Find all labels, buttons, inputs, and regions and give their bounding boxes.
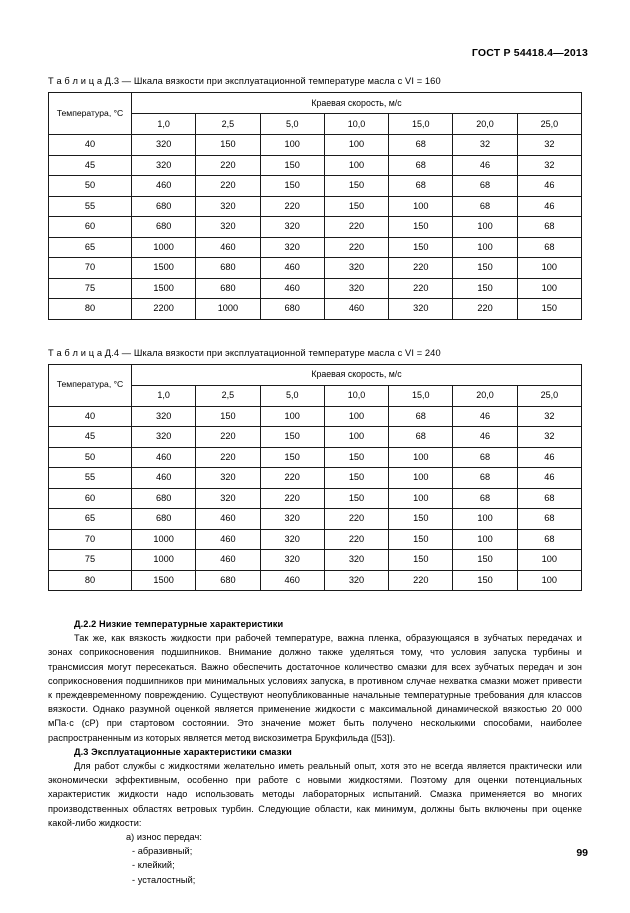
cell-temperature: 40 — [49, 406, 132, 427]
list-item: - абразивный; — [132, 846, 193, 857]
cell-viscosity-7: 32 — [517, 406, 581, 427]
column-header-speed-4: 10,0 — [324, 114, 388, 135]
cell-viscosity-7: 100 — [517, 550, 581, 571]
cell-viscosity-3: 320 — [260, 529, 324, 550]
column-header-speed-5: 15,0 — [389, 114, 453, 135]
cell-viscosity-6: 68 — [453, 488, 517, 509]
cell-viscosity-1: 1000 — [132, 529, 196, 550]
cell-temperature: 60 — [49, 488, 132, 509]
cell-viscosity-3: 220 — [260, 468, 324, 489]
cell-viscosity-7: 32 — [517, 135, 581, 156]
column-header-speed-4: 10,0 — [324, 385, 388, 406]
table-caption-d3: Т а б л и ц а Д.3 — Шкала вязкости при эксплуатационной температуре масла с VI = 160 — [48, 76, 441, 86]
column-header-speed-6: 20,0 — [453, 385, 517, 406]
cell-viscosity-2: 460 — [196, 509, 260, 530]
cell-viscosity-1: 320 — [132, 135, 196, 156]
table-row — [49, 447, 582, 468]
cell-viscosity-6: 46 — [453, 406, 517, 427]
cell-viscosity-2: 320 — [196, 468, 260, 489]
cell-temperature: 70 — [49, 529, 132, 550]
table-row — [49, 237, 582, 258]
table-header-row — [49, 364, 582, 385]
cell-viscosity-4: 220 — [324, 509, 388, 530]
cell-viscosity-6: 150 — [453, 278, 517, 299]
list-item: - клейкий; — [132, 860, 175, 871]
cell-viscosity-6: 32 — [453, 135, 517, 156]
cell-viscosity-4: 150 — [324, 468, 388, 489]
cell-viscosity-1: 1000 — [132, 550, 196, 571]
cell-temperature: 55 — [49, 468, 132, 489]
cell-viscosity-1: 680 — [132, 488, 196, 509]
cell-viscosity-6: 46 — [453, 155, 517, 176]
column-header-speed-2: 2,5 — [196, 385, 260, 406]
cell-viscosity-1: 1500 — [132, 258, 196, 279]
cell-viscosity-5: 100 — [389, 488, 453, 509]
table-row — [49, 258, 582, 279]
cell-viscosity-3: 320 — [260, 509, 324, 530]
cell-viscosity-6: 100 — [453, 529, 517, 550]
cell-viscosity-4: 100 — [324, 135, 388, 156]
section-list-d3 — [48, 830, 582, 887]
cell-viscosity-6: 100 — [453, 217, 517, 238]
body-text-block — [48, 617, 582, 887]
cell-viscosity-5: 68 — [389, 406, 453, 427]
cell-viscosity-5: 150 — [389, 550, 453, 571]
cell-viscosity-2: 150 — [196, 135, 260, 156]
table-row — [49, 217, 582, 238]
cell-viscosity-4: 220 — [324, 237, 388, 258]
cell-viscosity-6: 46 — [453, 427, 517, 448]
cell-viscosity-6: 68 — [453, 176, 517, 197]
cell-viscosity-7: 68 — [517, 237, 581, 258]
column-header-speed-3: 5,0 — [260, 385, 324, 406]
cell-viscosity-4: 320 — [324, 550, 388, 571]
cell-viscosity-4: 150 — [324, 447, 388, 468]
cell-viscosity-7: 32 — [517, 427, 581, 448]
column-header-speed-7: 25,0 — [517, 385, 581, 406]
cell-viscosity-7: 46 — [517, 176, 581, 197]
cell-viscosity-6: 68 — [453, 468, 517, 489]
cell-viscosity-1: 680 — [132, 217, 196, 238]
cell-viscosity-1: 320 — [132, 155, 196, 176]
table-row — [49, 135, 582, 156]
cell-viscosity-7: 46 — [517, 468, 581, 489]
cell-viscosity-2: 680 — [196, 258, 260, 279]
cell-viscosity-2: 320 — [196, 488, 260, 509]
cell-viscosity-3: 320 — [260, 217, 324, 238]
cell-viscosity-6: 220 — [453, 299, 517, 320]
cell-viscosity-6: 150 — [453, 258, 517, 279]
viscosity-table-d3 — [48, 92, 582, 320]
cell-viscosity-4: 220 — [324, 529, 388, 550]
cell-viscosity-2: 460 — [196, 550, 260, 571]
cell-temperature: 80 — [49, 570, 132, 591]
cell-viscosity-1: 460 — [132, 176, 196, 197]
cell-viscosity-1: 460 — [132, 468, 196, 489]
cell-viscosity-3: 150 — [260, 447, 324, 468]
column-header-speed-6: 20,0 — [453, 114, 517, 135]
cell-viscosity-3: 100 — [260, 135, 324, 156]
cell-temperature: 50 — [49, 447, 132, 468]
list-item: - усталостный; — [132, 874, 196, 885]
cell-viscosity-3: 320 — [260, 237, 324, 258]
cell-viscosity-2: 1000 — [196, 299, 260, 320]
cell-viscosity-2: 220 — [196, 427, 260, 448]
table-row — [49, 570, 582, 591]
cell-viscosity-2: 220 — [196, 176, 260, 197]
table-row — [49, 529, 582, 550]
column-header-speed-1: 1,0 — [132, 385, 196, 406]
cell-viscosity-4: 150 — [324, 488, 388, 509]
section-heading-d3: Д.3 Эксплуатационные характеристики смазки — [74, 746, 292, 757]
cell-viscosity-5: 100 — [389, 196, 453, 217]
table-row — [49, 176, 582, 197]
table-body-d3 — [49, 135, 582, 320]
column-header-temperature: Температура, °С — [49, 93, 132, 135]
column-header-speed-2: 2,5 — [196, 114, 260, 135]
cell-viscosity-3: 320 — [260, 550, 324, 571]
cell-temperature: 45 — [49, 427, 132, 448]
page-content — [48, 76, 582, 887]
cell-viscosity-1: 680 — [132, 196, 196, 217]
table-row — [49, 509, 582, 530]
cell-viscosity-2: 320 — [196, 196, 260, 217]
section-heading-d22: Д.2.2 Низкие температурные характеристики — [74, 619, 284, 629]
cell-viscosity-1: 320 — [132, 427, 196, 448]
cell-viscosity-3: 220 — [260, 196, 324, 217]
cell-viscosity-4: 320 — [324, 278, 388, 299]
cell-temperature: 65 — [49, 237, 132, 258]
table-row — [49, 468, 582, 489]
page-number: 99 — [576, 847, 588, 859]
cell-viscosity-2: 460 — [196, 529, 260, 550]
table-header-row — [49, 93, 582, 114]
cell-viscosity-2: 680 — [196, 570, 260, 591]
cell-viscosity-2: 320 — [196, 217, 260, 238]
cell-viscosity-4: 320 — [324, 570, 388, 591]
table-row — [49, 488, 582, 509]
cell-temperature: 65 — [49, 509, 132, 530]
cell-viscosity-6: 100 — [453, 237, 517, 258]
cell-viscosity-5: 68 — [389, 176, 453, 197]
cell-viscosity-1: 320 — [132, 406, 196, 427]
column-header-speed-5: 15,0 — [389, 385, 453, 406]
cell-temperature: 50 — [49, 176, 132, 197]
cell-viscosity-6: 100 — [453, 509, 517, 530]
cell-viscosity-6: 68 — [453, 196, 517, 217]
cell-temperature: 80 — [49, 299, 132, 320]
cell-viscosity-3: 460 — [260, 278, 324, 299]
cell-viscosity-4: 100 — [324, 427, 388, 448]
cell-temperature: 40 — [49, 135, 132, 156]
cell-viscosity-5: 100 — [389, 447, 453, 468]
cell-viscosity-4: 150 — [324, 176, 388, 197]
cell-viscosity-3: 680 — [260, 299, 324, 320]
cell-viscosity-5: 150 — [389, 509, 453, 530]
cell-viscosity-1: 1000 — [132, 237, 196, 258]
cell-viscosity-1: 1500 — [132, 278, 196, 299]
cell-viscosity-5: 100 — [389, 468, 453, 489]
cell-viscosity-7: 68 — [517, 217, 581, 238]
table-row — [49, 278, 582, 299]
cell-viscosity-7: 68 — [517, 509, 581, 530]
table-row — [49, 299, 582, 320]
cell-viscosity-5: 68 — [389, 155, 453, 176]
cell-viscosity-1: 1500 — [132, 570, 196, 591]
table-head-d3 — [49, 93, 582, 135]
cell-viscosity-5: 320 — [389, 299, 453, 320]
cell-viscosity-7: 150 — [517, 299, 581, 320]
cell-viscosity-2: 150 — [196, 406, 260, 427]
section-paragraph-d22: Так же, как вязкость жидкости при рабочей температуре, важна пленка, образующаяся в зубчатых передачах и зонах соприкосновения подшипников. Внимание должно также уделяться тому, что условия запуска турбины и трансмиссия могут пересекаться. Важно обеспечить достаточное количество смазки для всех зубчатых передач и зон соприкосновения подшипников при минимальных условиях запуска, в противном случае нехватка смазки может привести к преждевременному повреждению. Существуют неопубликованные начальные температурные требования для классов вязкости. Однако разумной оценкой является применение жидкости с максимальной динамической вязкостью 20 000 мПа·с (сР) при стартовом состоянии. Это значение может быть получено несколькими способами, наиболее распространенным из которых является метод вискозиметра Брукфильда ([53]). — [48, 633, 582, 743]
standard-header: ГОСТ Р 54418.4—2013 — [471, 47, 588, 59]
cell-viscosity-7: 100 — [517, 258, 581, 279]
column-header-speed-1: 1,0 — [132, 114, 196, 135]
column-header-speed-3: 5,0 — [260, 114, 324, 135]
table-row — [49, 427, 582, 448]
cell-viscosity-5: 220 — [389, 278, 453, 299]
column-header-speed-7: 25,0 — [517, 114, 581, 135]
cell-viscosity-2: 460 — [196, 237, 260, 258]
table-head-d4 — [49, 364, 582, 406]
cell-viscosity-4: 220 — [324, 217, 388, 238]
cell-viscosity-5: 68 — [389, 135, 453, 156]
cell-viscosity-2: 220 — [196, 447, 260, 468]
cell-viscosity-3: 460 — [260, 570, 324, 591]
cell-viscosity-7: 100 — [517, 570, 581, 591]
column-header-speed-group: Краевая скорость, м/с — [132, 364, 582, 385]
cell-viscosity-3: 100 — [260, 406, 324, 427]
cell-viscosity-5: 68 — [389, 427, 453, 448]
column-header-temperature: Температура, °С — [49, 364, 132, 406]
cell-viscosity-6: 150 — [453, 550, 517, 571]
cell-viscosity-4: 320 — [324, 258, 388, 279]
list-item: а) износ передач: — [126, 832, 202, 843]
cell-viscosity-1: 2200 — [132, 299, 196, 320]
cell-viscosity-3: 460 — [260, 258, 324, 279]
table-caption-d4: Т а б л и ц а Д.4 — Шкала вязкости при эксплуатационной температуре масла с VI = 240 — [48, 347, 441, 358]
cell-viscosity-5: 150 — [389, 237, 453, 258]
column-header-speed-group: Краевая скорость, м/с — [132, 93, 582, 114]
cell-viscosity-7: 68 — [517, 488, 581, 509]
cell-viscosity-7: 100 — [517, 278, 581, 299]
cell-viscosity-1: 460 — [132, 447, 196, 468]
table-body-d4 — [49, 406, 582, 591]
cell-temperature: 70 — [49, 258, 132, 279]
section-paragraph-d3: Для работ службы с жидкостями желательно иметь реальный опыт, хотя это не всегда является практически или экономически эффективным, особенно при работе с новыми жидкостями. Поэтому для оценки потенциальных характеристик жидкости надо использовать методы лабораторных испытаний. Смазка применяется во многих производственных областях ветровых турбин. Следующие области, как минимум, должны быть включены при оценке какой-либо жидкости: — [48, 761, 582, 828]
cell-viscosity-4: 100 — [324, 155, 388, 176]
cell-temperature: 75 — [49, 550, 132, 571]
cell-viscosity-3: 150 — [260, 427, 324, 448]
cell-viscosity-5: 220 — [389, 258, 453, 279]
viscosity-table-d4 — [48, 364, 582, 592]
cell-viscosity-2: 220 — [196, 155, 260, 176]
cell-temperature: 75 — [49, 278, 132, 299]
table-row — [49, 196, 582, 217]
cell-temperature: 60 — [49, 217, 132, 238]
cell-viscosity-5: 150 — [389, 529, 453, 550]
cell-viscosity-5: 150 — [389, 217, 453, 238]
table-row — [49, 406, 582, 427]
cell-viscosity-3: 150 — [260, 155, 324, 176]
cell-viscosity-6: 68 — [453, 447, 517, 468]
cell-temperature: 55 — [49, 196, 132, 217]
cell-viscosity-7: 68 — [517, 529, 581, 550]
cell-viscosity-4: 460 — [324, 299, 388, 320]
cell-viscosity-4: 150 — [324, 196, 388, 217]
cell-viscosity-3: 220 — [260, 488, 324, 509]
cell-temperature: 45 — [49, 155, 132, 176]
table-row — [49, 155, 582, 176]
cell-viscosity-2: 680 — [196, 278, 260, 299]
cell-viscosity-1: 680 — [132, 509, 196, 530]
cell-viscosity-7: 32 — [517, 155, 581, 176]
cell-viscosity-4: 100 — [324, 406, 388, 427]
cell-viscosity-6: 150 — [453, 570, 517, 591]
cell-viscosity-3: 150 — [260, 176, 324, 197]
table-row — [49, 550, 582, 571]
cell-viscosity-5: 220 — [389, 570, 453, 591]
cell-viscosity-7: 46 — [517, 447, 581, 468]
cell-viscosity-7: 46 — [517, 196, 581, 217]
